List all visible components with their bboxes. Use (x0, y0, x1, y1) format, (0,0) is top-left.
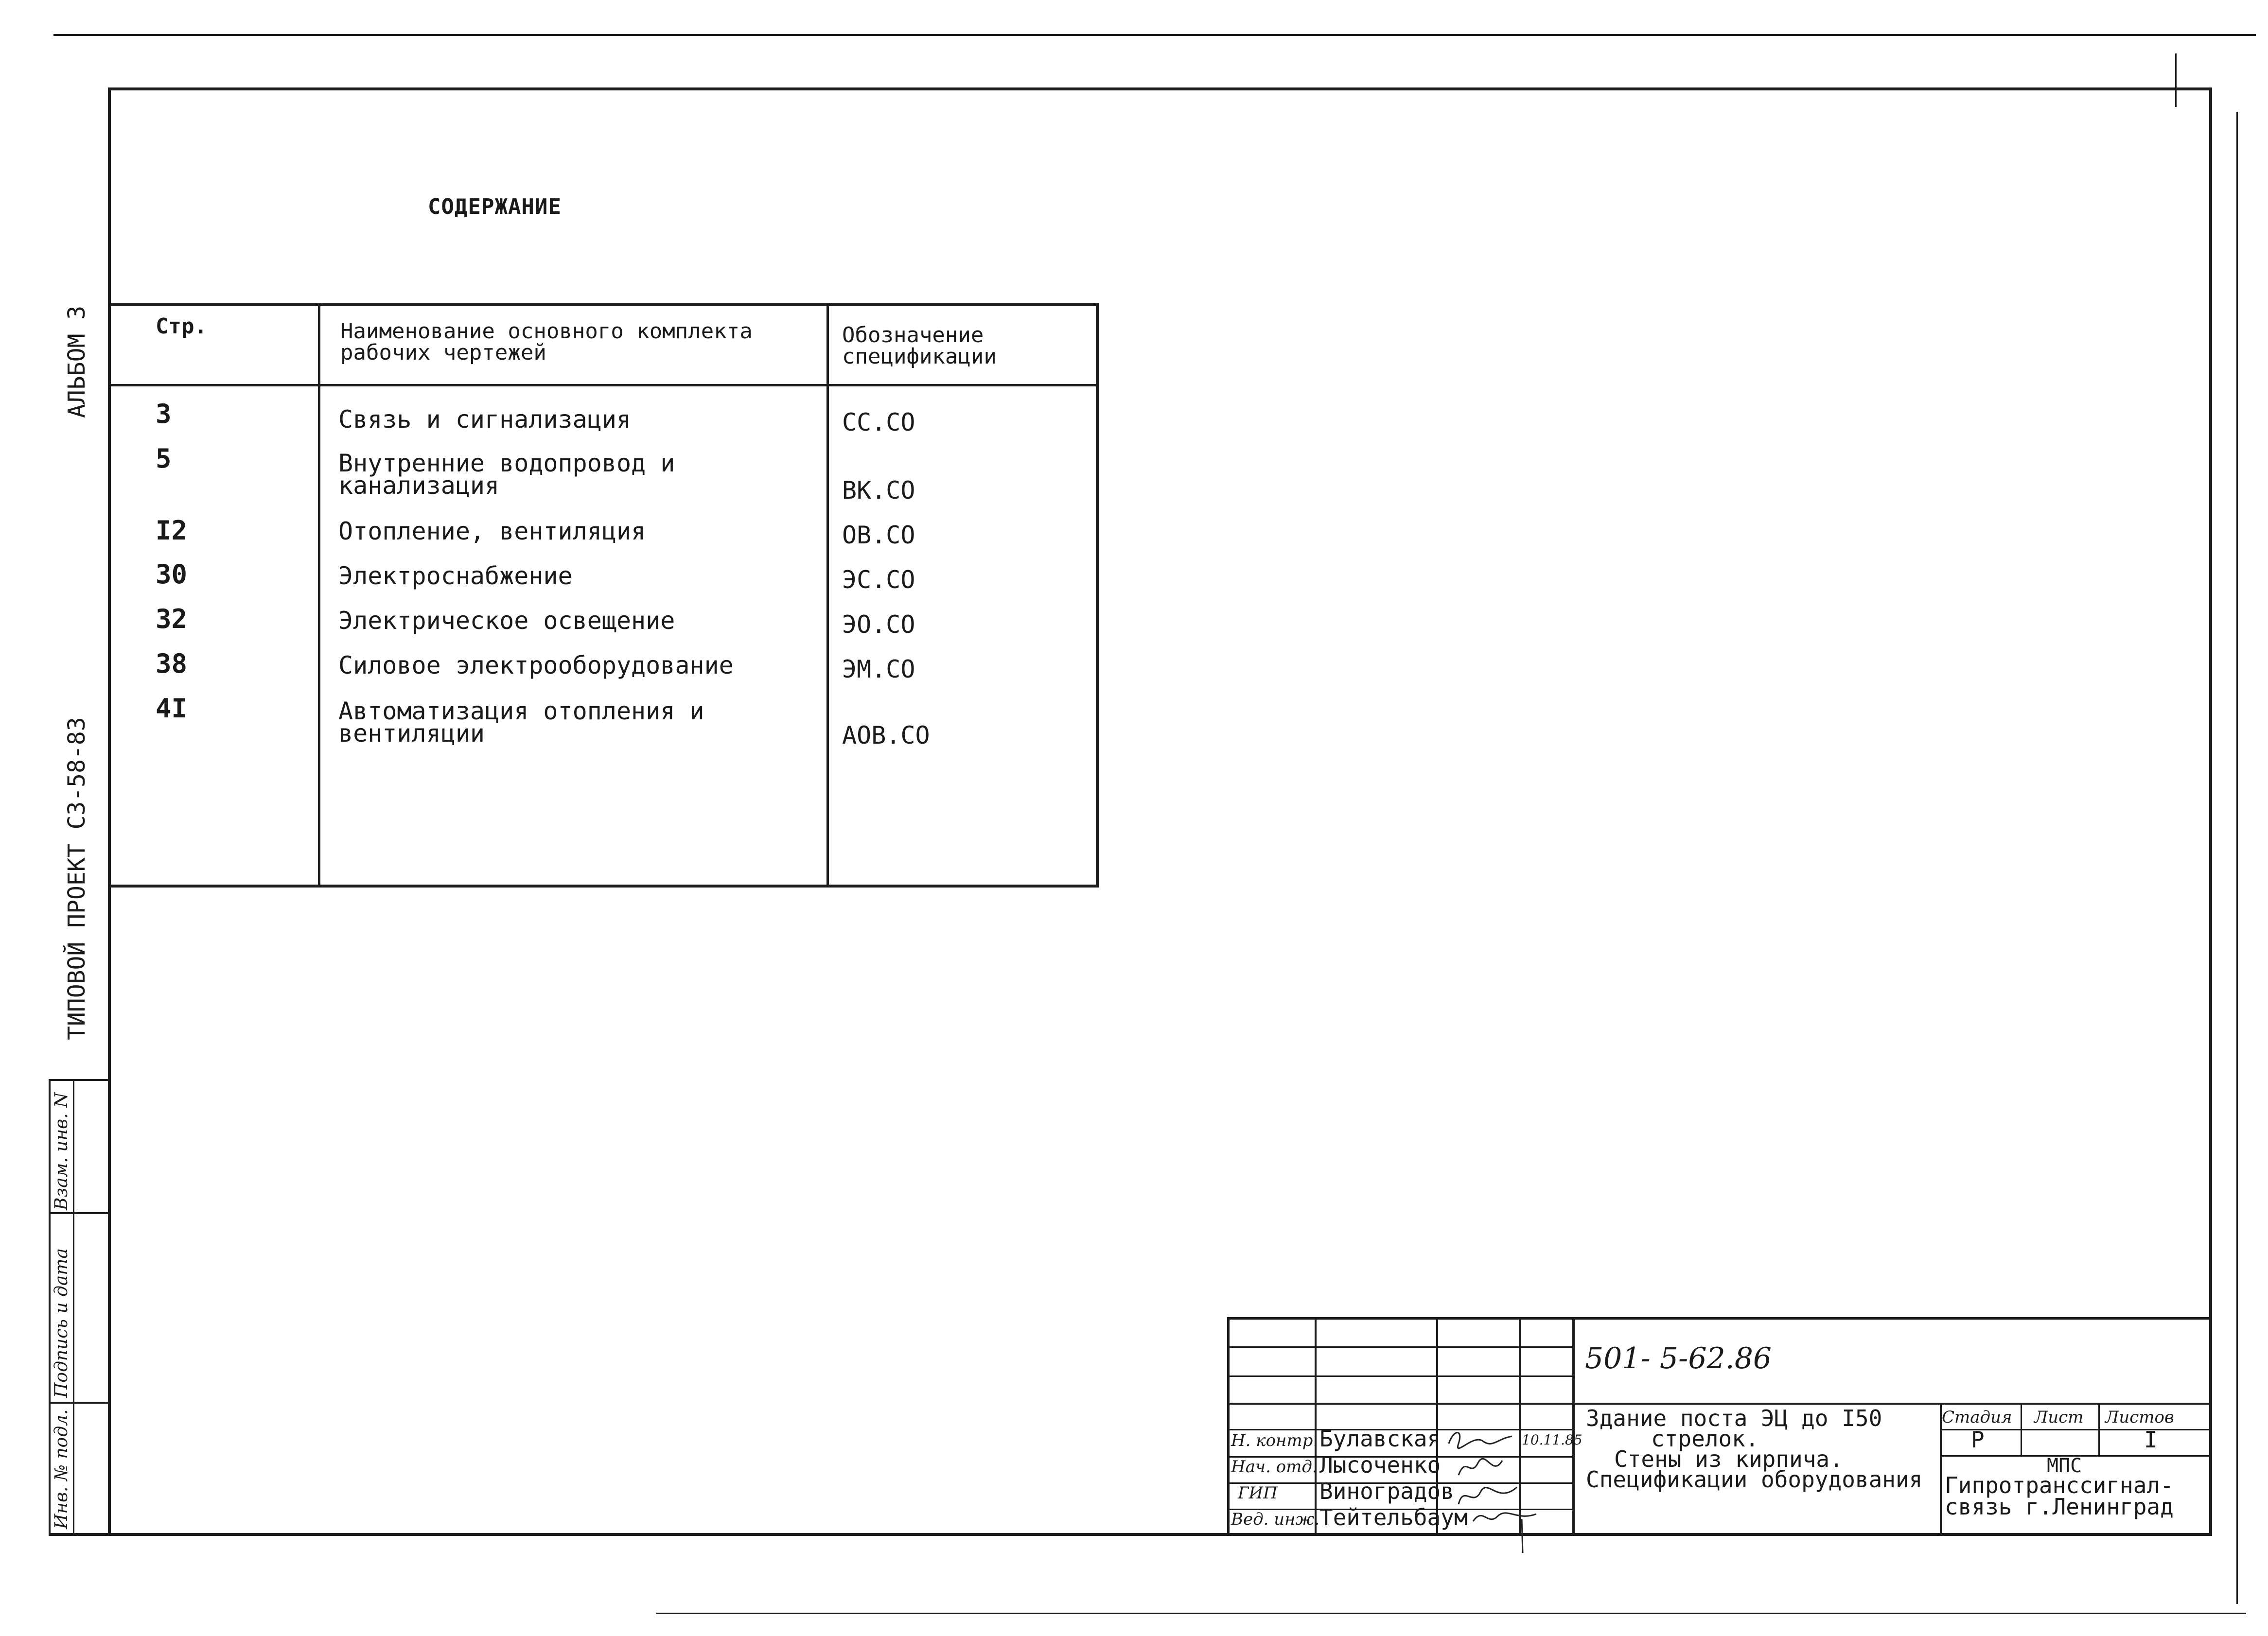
role-n-kontr: Н. контр. (1231, 1431, 1319, 1450)
signature-4 (1468, 1502, 1541, 1555)
frame-bottom (49, 1533, 2212, 1536)
row-spec: ВК.СО (842, 476, 915, 505)
name-teitelbaum: Тейтельбаум (1319, 1504, 1468, 1531)
name-vinogradov: Виноградов (1319, 1478, 1454, 1504)
desc-line-4: Спецификации оборудования (1586, 1466, 1923, 1493)
row-spec: ЭС.СО (842, 566, 915, 594)
role-gip: ГИП (1238, 1483, 1278, 1503)
name-lysochenko: Лысоченко (1319, 1452, 1441, 1478)
tb-top (1227, 1317, 2212, 1320)
signature-1 (1444, 1424, 1517, 1453)
header-spec: Обозначение спецификации (842, 323, 997, 369)
margin-album: АЛЬБОМ 3 (63, 305, 90, 418)
tb-left (1227, 1317, 1230, 1536)
tb-org-col-1 (2021, 1403, 2022, 1456)
row-page: 30 (156, 559, 188, 590)
row-spec: СС.СО (842, 408, 915, 436)
tb-col-4 (1572, 1317, 1575, 1536)
org-name: Гипротранссигнал-связь г.Ленинград (1945, 1472, 2174, 1520)
row-spec: ОВ.СО (842, 521, 915, 549)
row-page: I2 (156, 515, 188, 546)
row-name: Электрическое освещение (338, 607, 675, 635)
row-name: Отопление, вентиляция (338, 517, 646, 545)
name-bulavskaya: Булавская (1319, 1426, 1441, 1452)
row-page: 5 (156, 443, 172, 474)
stamp-vzam: Взам. инв. N (52, 1092, 71, 1210)
table-bottom (109, 885, 1099, 888)
row-name: Электроснабжение (338, 562, 573, 590)
org-ministry: МПС (2047, 1455, 2082, 1477)
row-page: 4I (156, 693, 188, 724)
table-col-1 (318, 303, 320, 887)
desc-line-3: Стены из кирпича. (1614, 1446, 1843, 1472)
tb-org-col-2 (2098, 1403, 2100, 1456)
tb-row-1 (1227, 1346, 1573, 1348)
bottom-edge-line (656, 1613, 2246, 1614)
tb-row-2 (1227, 1375, 1573, 1377)
corner-mark (2175, 53, 2177, 107)
header-page: Стр. (156, 314, 207, 339)
tb-col-1 (1315, 1317, 1317, 1536)
margin-project: ТИПОВОЙ ПРОЕКТ СЗ-58-83 (63, 717, 90, 1040)
row-spec: АОВ.СО (842, 721, 930, 749)
row-name: Автоматизация отопления и вентиляции (338, 697, 704, 748)
sign-date: 10.11.85 (1522, 1432, 1582, 1448)
row-name: Связь и сигнализация (338, 405, 632, 434)
stage-value: Р (1971, 1427, 1985, 1453)
sheets-value: I (2144, 1427, 2158, 1453)
table-right (1096, 303, 1099, 887)
tb-row-3 (1227, 1403, 2212, 1405)
stamp-inv-podl: Инв. № подл. (52, 1409, 71, 1529)
role-ved-inzh: Вед. инж. (1231, 1510, 1320, 1529)
stamp-div-3 (49, 1402, 109, 1404)
row-name: Внутренние водопровод и канализация (338, 449, 675, 500)
stage-label: Стадия (1942, 1408, 2012, 1427)
row-page: 32 (156, 604, 188, 634)
sheet-label: Лист (2034, 1408, 2084, 1427)
table-col-2 (826, 303, 829, 887)
table-top (109, 303, 1099, 306)
row-spec: ЭМ.СО (842, 655, 915, 683)
frame-top (109, 87, 2212, 90)
role-nach-otd: Нач. отд. (1231, 1457, 1318, 1477)
row-page: 38 (156, 648, 188, 679)
stamp-sign-date: Подпись и дата (52, 1248, 71, 1398)
desc-line-1: Здание поста ЭЦ до I50 (1586, 1405, 1882, 1431)
stamp-div-2 (49, 1212, 109, 1214)
header-name: Наименование основного комплекта рабочих чертежей (340, 319, 753, 365)
stamp-div-1 (49, 1079, 109, 1081)
row-page: 3 (156, 399, 172, 429)
desc-line-2: стрелок. (1651, 1426, 1759, 1452)
right-edge-line (2236, 112, 2238, 1604)
stamp-frame-left (49, 1079, 51, 1536)
top-edge-line (53, 34, 2256, 36)
sheets-label: Листов (2105, 1408, 2174, 1427)
row-spec: ЭО.СО (842, 610, 915, 639)
page-title: СОДЕРЖАНИЕ (428, 194, 562, 219)
doc-number: 501- 5-62.86 (1585, 1341, 1772, 1375)
table-header-bottom (109, 384, 1099, 386)
row-name: Силовое электрооборудование (338, 651, 734, 679)
stamp-col-line (73, 1079, 74, 1536)
